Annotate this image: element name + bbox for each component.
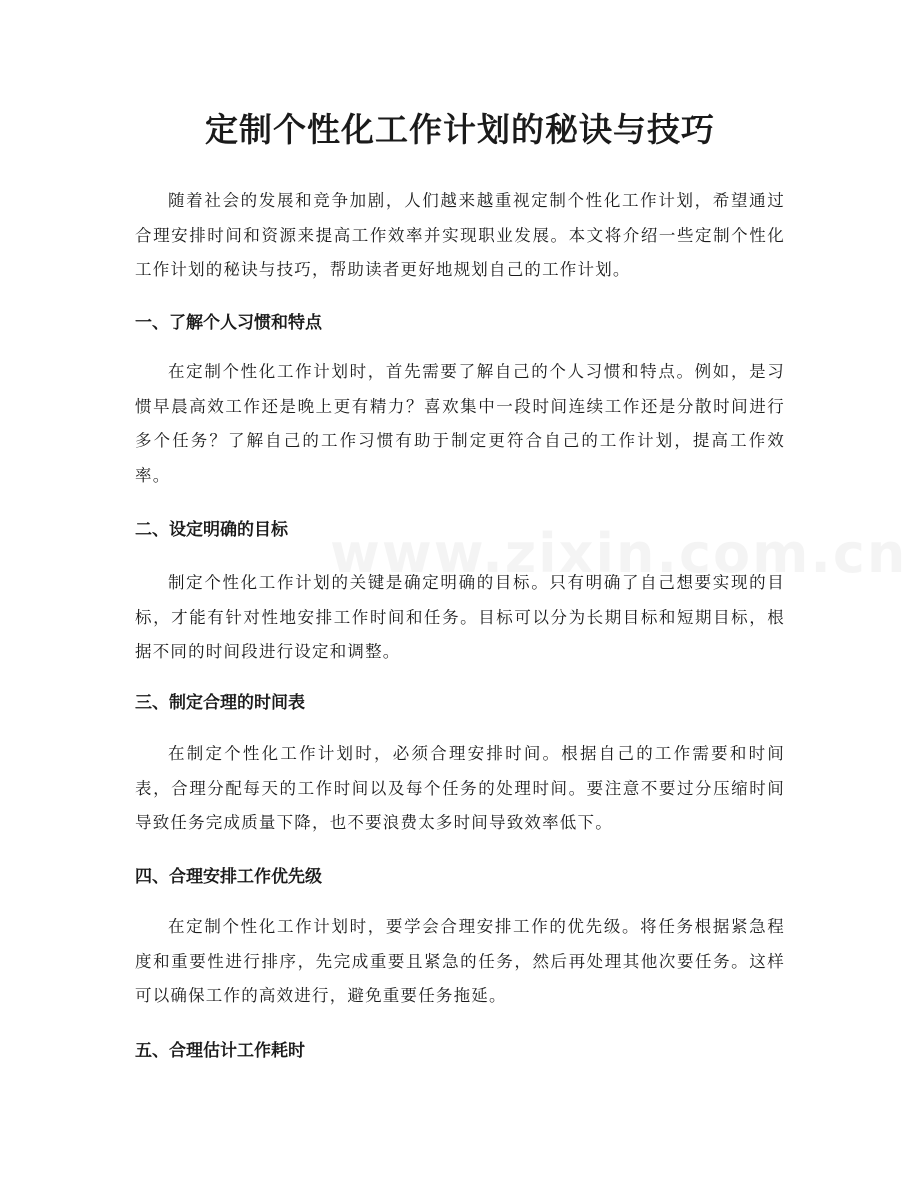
section-heading-3: 三、制定合理的时间表 xyxy=(135,693,305,713)
section-heading-5: 五、合理估计工作耗时 xyxy=(135,1041,305,1061)
intro-paragraph: 随着社会的发展和竞争加剧，人们越来越重视定制个性化工作计划，希望通过合理安排时间和资源来提高工作效率并实现职业发展。本文将介绍一些定制个性化工作计划的秘诀与技巧，帮助读者更好地规划自己的工作计划。 xyxy=(135,191,785,279)
section-heading-2: 二、设定明确的目标 xyxy=(135,520,288,540)
section-body-4: 在定制个性化工作计划时，要学会合理安排工作的优先级。将任务根据紧急程度和重要性进行排序，先完成重要且紧急的任务，然后再处理其他次要任务。这样可以确保工作的高效进行，避免重要任务拖延。 xyxy=(135,917,785,1005)
document-title: 定制个性化工作计划的秘诀与技巧 xyxy=(205,110,715,149)
section-body-1: 在定制个性化工作计划时，首先需要了解自己的个人习惯和特点。例如，是习惯早晨高效工作还是晚上更有精力？喜欢集中一段时间连续工作还是分散时间进行多个任务？了解自己的工作习惯有助于制定更符合自己的工作计划，提高工作效率。 xyxy=(135,362,785,485)
section-heading-4: 四、合理安排工作优先级 xyxy=(135,867,322,887)
section-body-2: 制定个性化工作计划的关键是确定明确的目标。只有明确了自己想要实现的目标，才能有针对性地安排工作时间和任务。目标可以分为长期目标和短期目标，根据不同的时间段进行设定和调整。 xyxy=(135,573,785,661)
section-heading-1: 一、了解个人习惯和特点 xyxy=(135,313,322,333)
section-body-3: 在制定个性化工作计划时，必须合理安排时间。根据自己的工作需要和时间表，合理分配每天的工作时间以及每个任务的处理时间。要注意不要过分压缩时间导致任务完成质量下降，也不要浪费太多时间导致效率低下。 xyxy=(135,744,785,832)
